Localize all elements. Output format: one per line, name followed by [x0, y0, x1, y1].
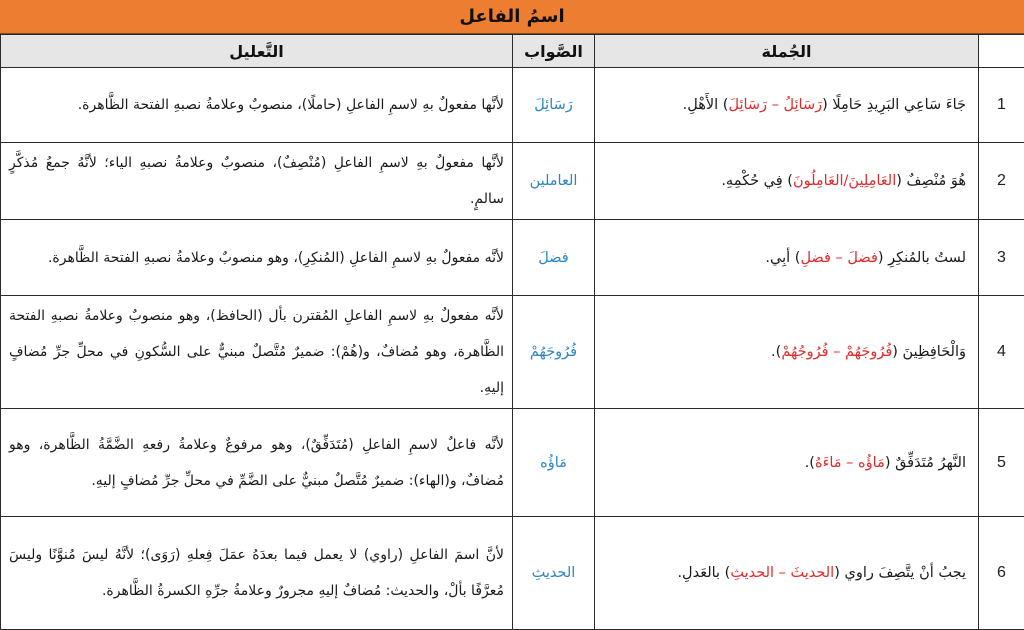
- sentence-text: جَاءَ سَاعِي البَرِيدِ حَامِلًا (: [822, 97, 966, 113]
- sentence-text: يجبُ أنْ يتَّصِفَ راوي (: [834, 565, 966, 581]
- row-sentence: [595, 517, 979, 630]
- row-reason: لأنَّه مفعولٌ بهِ لاسمِ الفاعلِ (المُنكِرِ)، وهو منصوبٌ وعلامةُ نصبهِ الفتحة الظَّاهرة.: [1, 220, 513, 296]
- row-answer: فضلَ: [513, 220, 595, 296]
- row-reason: لأنَّ اسمَ الفاعلِ (راوي) لا يعمل فيما بعدَهُ عمَلَ فِعلهِ (رَوَى)؛ لأنَّهُ ليسَ مُنوَّنًا وليسَ مُعرَّفًا بألْ، والحديث: مُضافٌ إليهِ مجرورٌ وعلامةُ جرِّهِ الكسرةُ الظَّاهرة.: [1, 517, 513, 630]
- active-participle-table: [0, 34, 1024, 630]
- row-answer: رَسَائِلَ: [513, 68, 595, 143]
- sentence-text: ).: [771, 344, 781, 360]
- table-row: [1, 220, 1024, 296]
- sentence-text: ) بالعَدلِ.: [677, 565, 730, 581]
- sentence-text: ).: [805, 455, 815, 471]
- row-answer: مَاؤُه: [513, 409, 595, 517]
- header-sentence: الجُملة: [595, 35, 979, 68]
- sentence-text: وَالْحَافِظِينَ (: [892, 344, 966, 360]
- table-row: [1, 517, 1024, 630]
- sentence-options: فضلَ – فضلِ: [800, 250, 877, 266]
- sentence-options: الحديثَ – الحديثِ: [730, 565, 834, 581]
- sentence-text: ) أبِي.: [765, 250, 800, 266]
- row-answer: العاملين: [513, 143, 595, 220]
- row-sentence: [595, 296, 979, 409]
- sentence-text: لستُ بالمُنكِرِ (: [878, 250, 966, 266]
- header-answer: الصَّواب: [513, 35, 595, 68]
- row-answer: الحديثِ: [513, 517, 595, 630]
- row-number: 2: [979, 143, 1024, 220]
- row-number: 4: [979, 296, 1024, 409]
- header-number: [979, 35, 1024, 68]
- sentence-text: هُوَ مُنْصِفٌ (: [896, 173, 966, 189]
- sentence-options: رَسَائِلُ – رَسَائِلَ: [728, 97, 822, 113]
- table-row: [1, 68, 1024, 143]
- sentence-text: ) فِي حُكْمِهِ.: [721, 173, 793, 189]
- header-reason: التَّعليل: [1, 35, 513, 68]
- table-row: [1, 409, 1024, 517]
- row-sentence: [595, 409, 979, 517]
- row-number: 3: [979, 220, 1024, 296]
- table-title: [0, 0, 1024, 34]
- sentence-options: فُرُوجَهُمْ – فُرُوجُهُمْ: [781, 344, 892, 360]
- row-answer: فُرُوجَهُمْ: [513, 296, 595, 409]
- row-reason: لأنَّها مفعولٌ بهِ لاسمِ الفاعلِ (حاملًا)، منصوبٌ وعلامةُ نصبهِ الفتحة الظَّاهرة.: [1, 68, 513, 143]
- header-row: [1, 35, 1024, 68]
- table-row: [1, 143, 1024, 220]
- row-number: 6: [979, 517, 1024, 630]
- sentence-text: ) الأَهْلِ.: [683, 97, 729, 113]
- row-reason: لأنَّه مفعولٌ بهِ لاسمِ الفاعلِ المُقترن بأل (الحافظ)، وهو منصوبٌ وعلامةُ نصبهِ الفتحة الظَّاهرة، وهو مُضافٌ، و(هُمْ): ضميرٌ مُتَّصلٌ مبنيٌّ على السُّكونِ في محلِّ جرِّ مُضافٍ إليهِ.: [1, 296, 513, 409]
- sentence-options: العَامِلِينَ/العَامِلُونَ: [793, 173, 896, 189]
- row-reason: لأنَّه فاعلٌ لاسمِ الفاعلِ (مُتَدَفِّقٌ)، وهو مرفوعٌ وعلامةُ رفعهِ الضَّمَّةُ الظَّاهرة، وهو مُضافٌ، و(الهاء): ضميرٌ مُتَّصلٌ مبنيٌّ على الضَّمِّ في محلِّ جرِّ مُضافٍ إليهِ.: [1, 409, 513, 517]
- row-sentence: [595, 68, 979, 143]
- table-row: [1, 296, 1024, 409]
- row-number: 1: [979, 68, 1024, 143]
- row-number: 5: [979, 409, 1024, 517]
- sentence-text: النَّهرُ مُتَدَفِّقٌ (: [885, 455, 966, 471]
- row-sentence: [595, 220, 979, 296]
- row-reason: لأنَّها مفعولٌ بهِ لاسمِ الفاعلِ (مُنْصِفٌ)، منصوبٌ وعلامةُ نصبهِ الياء؛ لأنَّهُ جمعُ مُذكَّرٍ سالمٍ.: [1, 143, 513, 220]
- table-title-text: اسمُ الفاعل: [459, 6, 564, 27]
- sentence-options: مَاؤُه – مَاءَهُ: [815, 455, 885, 471]
- row-sentence: [595, 143, 979, 220]
